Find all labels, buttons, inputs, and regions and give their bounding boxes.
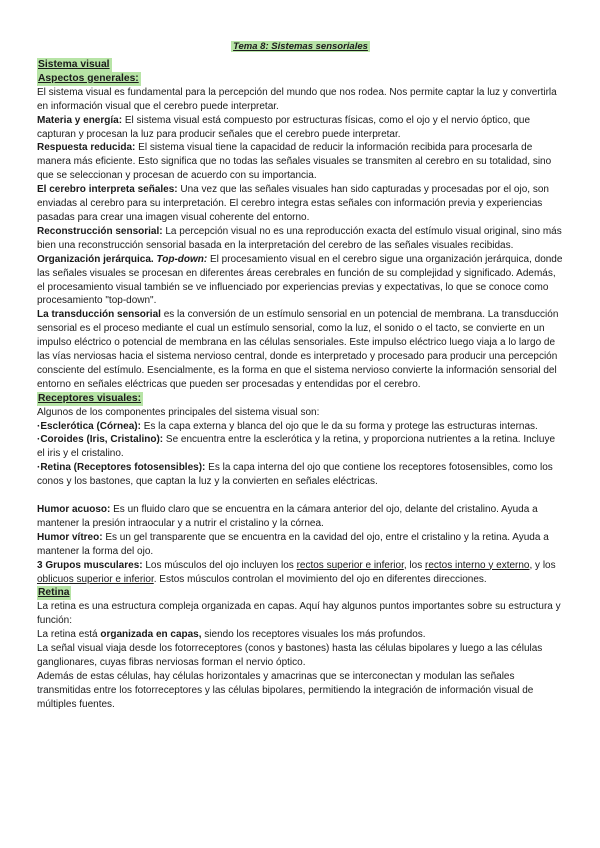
paragraph-musculos — [37, 559, 564, 587]
list-item — [37, 420, 564, 434]
definition: Es la capa interna del ojo que contiene los receptores fotosensibles, como los conos y los bastones, que captan la luz y la convierten en señales eléctricas. — [37, 462, 553, 488]
underlined-term: rectos superior e inferior — [296, 559, 404, 571]
paragraph-organizacion — [37, 253, 564, 309]
paragraph-respuesta — [37, 141, 564, 183]
page-title: Tema 8: Sistemas sensoriales — [233, 41, 368, 52]
paragraph-retina-celulas: Además de estas células, hay células horizontales y amacrinas que se interconectan y modulan las señales transmitidas entre los fotorreceptores y las células bipolares, permitiendo la integración de información visual de múltiples fuentes. — [37, 670, 534, 710]
definition: Es un fluido claro que se encuentra en la cámara anterior del ojo, delante del cristalino. Ayuda a mantener la presión intraocular y a nutrir el cristalino y la córnea. — [37, 503, 538, 529]
term: Humor vítreo: — [37, 531, 103, 543]
list-item — [37, 433, 564, 461]
term: ·Esclerótica (Córnea): — [37, 420, 141, 432]
subsection-heading: Aspectos generales: — [38, 72, 139, 84]
term: Respuesta reducida: — [37, 142, 136, 154]
term-italic: Top-down: — [153, 253, 208, 265]
term: ·Coroides (Iris, Cristalino): — [37, 434, 164, 446]
term: Materia y energía: — [37, 114, 123, 126]
term: El cerebro interpreta señales: — [37, 184, 178, 196]
definition: El procesamiento visual en el cerebro sigue una organización jerárquica, donde las señales visuales se procesan en diferentes áreas cerebrales en función de su complejidad y significado. Además, el procesamiento visual también se ve influenciado por experiencias previas y expectativas, lo que se conoce como procesamiento "top-down". — [37, 253, 563, 307]
definition: El sistema visual tiene la capacidad de reducir la información recibida para procesarla de manera más eficiente. Esto significa que no todas las señales visuales se transmiten al cerebro en su totalidad, sino que se seleccionan y procesan de acuerdo con su importancia. — [37, 142, 552, 182]
paragraph-cerebro — [37, 183, 564, 225]
underlined-term: oblicuos superior e inferior — [37, 573, 154, 585]
list-item — [37, 461, 564, 489]
definition: La percepción visual no es una reproducción exacta del estímulo visual original, sino más bien una reconstrucción sensorial basada en la interpretación del cerebro de las señales visuales recibidas. — [37, 225, 562, 251]
title-container — [37, 36, 564, 54]
definition: es la conversión de un estímulo sensorial en un potencial de membrana. La transducción sensorial es el proceso mediante el cual un estímulo sensorial, como la luz, el sonido o el tacto, se convierte en un impulso eléctrico o potencial de membrana en las células sensoriales. Este impulso eléctrico luego viaja a lo largo de las vías nerviosas hacia el sistema nervioso central, donde es interpretado y procesado para producir una percepción consciente del estímulo. Esencialmente, es la forma en que el sistema nervioso convierte la información sensorial del entorno en señales eléctricas que pueden ser procesadas y entendidas por el cerebro. — [37, 309, 559, 390]
paragraph-retina-capas — [37, 628, 564, 642]
paragraph-reconstruccion — [37, 225, 564, 253]
section-heading: Sistema visual — [38, 59, 110, 70]
paragraph-transduccion — [37, 308, 564, 391]
spacer — [37, 489, 564, 503]
definition: El sistema visual está compuesto por estructuras físicas, como el ojo y el nervio óptico, que capturan y procesan la luz para producir señales que el cerebro puede interpretar. — [37, 114, 531, 140]
definition: Es la capa externa y blanca del ojo que le da su forma y protege las estructuras internas. — [140, 420, 538, 432]
text-run: , y los — [529, 559, 556, 571]
text-run: Los músculos del ojo incluyen los — [142, 559, 297, 571]
paragraph-retina-intro: La retina es una estructura compleja organizada en capas. Aquí hay algunos puntos importantes sobre su estructura y función: — [37, 601, 561, 627]
paragraph-humor-vitreo — [37, 531, 564, 559]
section-sistema-visual — [37, 58, 564, 392]
term: 3 Grupos musculares: — [37, 559, 143, 571]
term: Humor acuoso: — [37, 503, 111, 515]
term: Organización jerárquica. — [37, 253, 154, 265]
definition: Es un gel transparente que se encuentra en la cavidad del ojo, entre el cristalino y la retina. Ayuda a mantener la forma del ojo. — [37, 531, 549, 557]
definition: Se encuentra entre la esclerótica y la retina, y proporciona nutrientes a la retina. Incluye el iris y el cristalino. — [37, 434, 556, 460]
section-retina — [37, 586, 564, 711]
term: Reconstrucción sensorial: — [37, 225, 163, 237]
text-run: La retina está — [37, 629, 101, 641]
term: La transducción sensorial — [37, 309, 161, 321]
section-humores — [37, 503, 564, 586]
underlined-term: rectos interno y externo — [424, 559, 530, 571]
text-run: . Estos músculos controlan el movimiento del ojo en diferentes direcciones. — [153, 573, 487, 585]
text-run: , los — [403, 559, 425, 571]
paragraph-intro: Algunos de los componentes principales del sistema visual son: — [37, 406, 320, 418]
term: organizada en capas, — [100, 629, 202, 641]
paragraph-materia — [37, 114, 564, 142]
term: ·Retina (Receptores fotosensibles): — [37, 462, 206, 474]
paragraph-humor-acuoso — [37, 503, 564, 531]
paragraph-retina-senal: La señal visual viaja desde los fotorreceptores (conos y bastones) hasta las células bipolares y luego a las células ganglionares, cuyas fibras nerviosas forman el nervio óptico. — [37, 643, 543, 668]
section-receptores — [37, 392, 564, 489]
text-run: siendo los receptores visuales los más profundos. — [201, 629, 426, 641]
section-heading: Retina — [38, 587, 70, 599]
section-heading: Receptores visuales: — [38, 392, 142, 404]
paragraph-intro: El sistema visual es fundamental para la percepción del mundo que nos rodea. Nos permite captar la luz y convertirla en información visual que el cerebro puede interpretar. — [37, 86, 557, 112]
definition: Una vez que las señales visuales han sido capturadas y procesadas por el ojo, son enviadas al cerebro para su interpretación. El cerebro integra estas señales con información previa y experiencias pasadas para crear una imagen visual coherente del entorno. — [37, 184, 549, 223]
